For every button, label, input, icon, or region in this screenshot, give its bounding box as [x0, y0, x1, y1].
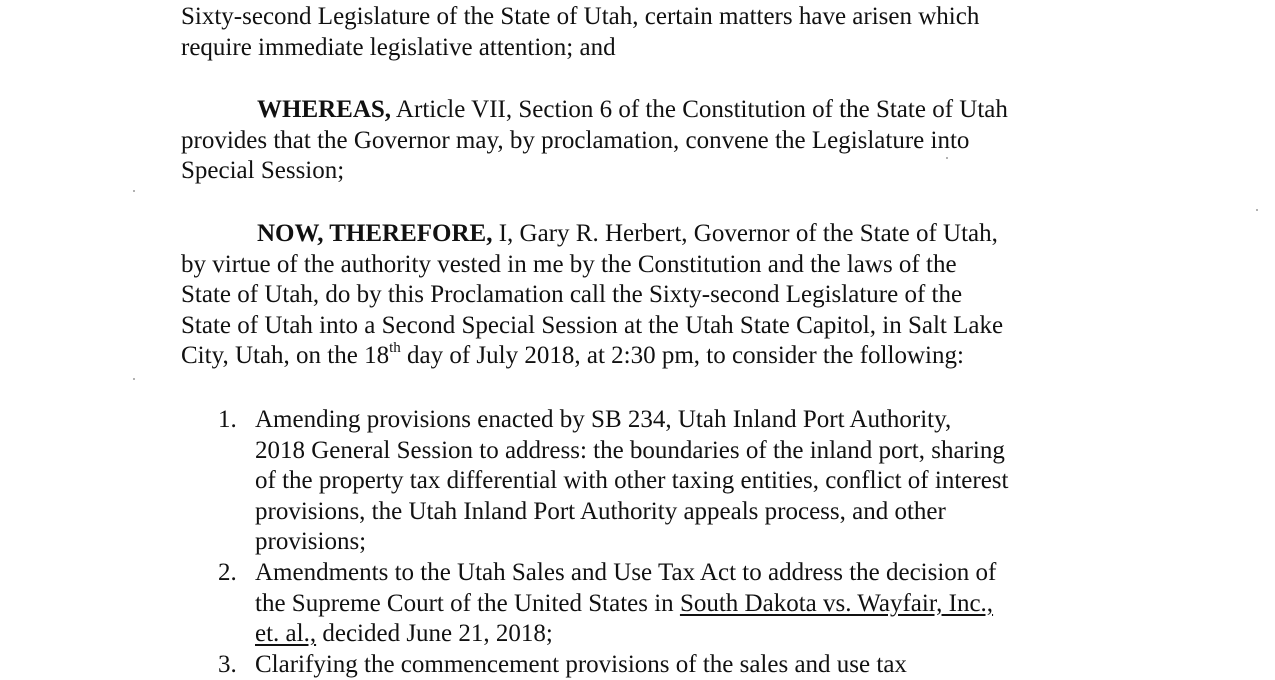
list-item-line: of the property tax differential with other taxing entities, conflict of interest — [255, 467, 1009, 495]
list-item-line: Clarifying the commencement provisions of the sales and use tax — [255, 650, 907, 678]
list-item-line — [255, 589, 1101, 620]
whereas-text: Article VII, Section 6 of the Constitution of the State of Utah — [391, 96, 1008, 123]
now-therefore-line: by virtue of the authority vested in me by the Constitution and the laws of the — [181, 250, 957, 278]
list-item — [181, 558, 1101, 650]
matters-list — [181, 405, 1101, 680]
scan-speck — [133, 190, 135, 192]
scan-speck — [946, 157, 948, 159]
list-item-line: Amendments to the Utah Sales and Use Tax Act to address the decision of — [255, 558, 997, 586]
whereas-paragraph — [181, 95, 1081, 187]
intro-line: Sixty-second Legislature of the State of Utah, certain matters have arisen which — [181, 3, 980, 30]
now-therefore-paragraph — [181, 219, 1081, 372]
list-item-line: Amending provisions enacted by SB 234, Utah Inland Port Authority, — [255, 406, 952, 433]
date-line-pre: City, Utah, on the 18 — [181, 342, 390, 370]
case-citation: et. al., — [255, 620, 317, 648]
list-item-line — [255, 619, 1101, 650]
list-item-number: 2. — [218, 558, 237, 586]
scan-speck — [133, 378, 135, 380]
whereas-line: Special Session; — [181, 157, 345, 185]
list-item-line: 2018 General Session to address: the boundaries of the inland port, sharing — [255, 436, 1005, 464]
list-item-line: provisions, the Utah Inland Port Authority appeals process, and other — [255, 497, 946, 525]
list-item-text: decided June 21, 2018; — [316, 620, 553, 648]
whereas-first-line — [181, 95, 1081, 126]
whereas-lead: WHEREAS, — [257, 96, 392, 123]
now-therefore-date-line — [181, 341, 1081, 372]
list-item — [181, 405, 1101, 558]
list-item-number: 3. — [218, 650, 237, 678]
list-item — [181, 650, 1101, 680]
now-therefore-lead: NOW, THEREFORE, — [257, 220, 493, 247]
list-item-text: the Supreme Court of the United States in — [255, 589, 680, 617]
date-line-post: day of July 2018, at 2:30 pm, to consider the following: — [400, 342, 964, 370]
now-therefore-line: State of Utah, do by this Proclamation call the Sixty-second Legislature of the — [181, 281, 963, 309]
case-citation: South Dakota vs. Wayfair, Inc., — [679, 589, 994, 617]
now-therefore-first-line — [181, 219, 1081, 250]
now-therefore-line: State of Utah into a Second Special Session at the Utah State Capitol, in Salt Lake — [181, 311, 1004, 339]
ordinal-suffix: th — [389, 340, 401, 357]
intro-line: require immediate legislative attention; and — [181, 33, 616, 61]
scan-speck — [1256, 209, 1258, 211]
whereas-line: provides that the Governor may, by proclamation, convene the Legislature into — [181, 126, 970, 154]
intro-paragraph — [181, 2, 1081, 63]
list-item-line: provisions; — [255, 528, 367, 556]
list-item-number: 1. — [218, 406, 237, 433]
now-therefore-text: I, Gary R. Herbert, Governor of the State of Utah, — [492, 220, 998, 247]
